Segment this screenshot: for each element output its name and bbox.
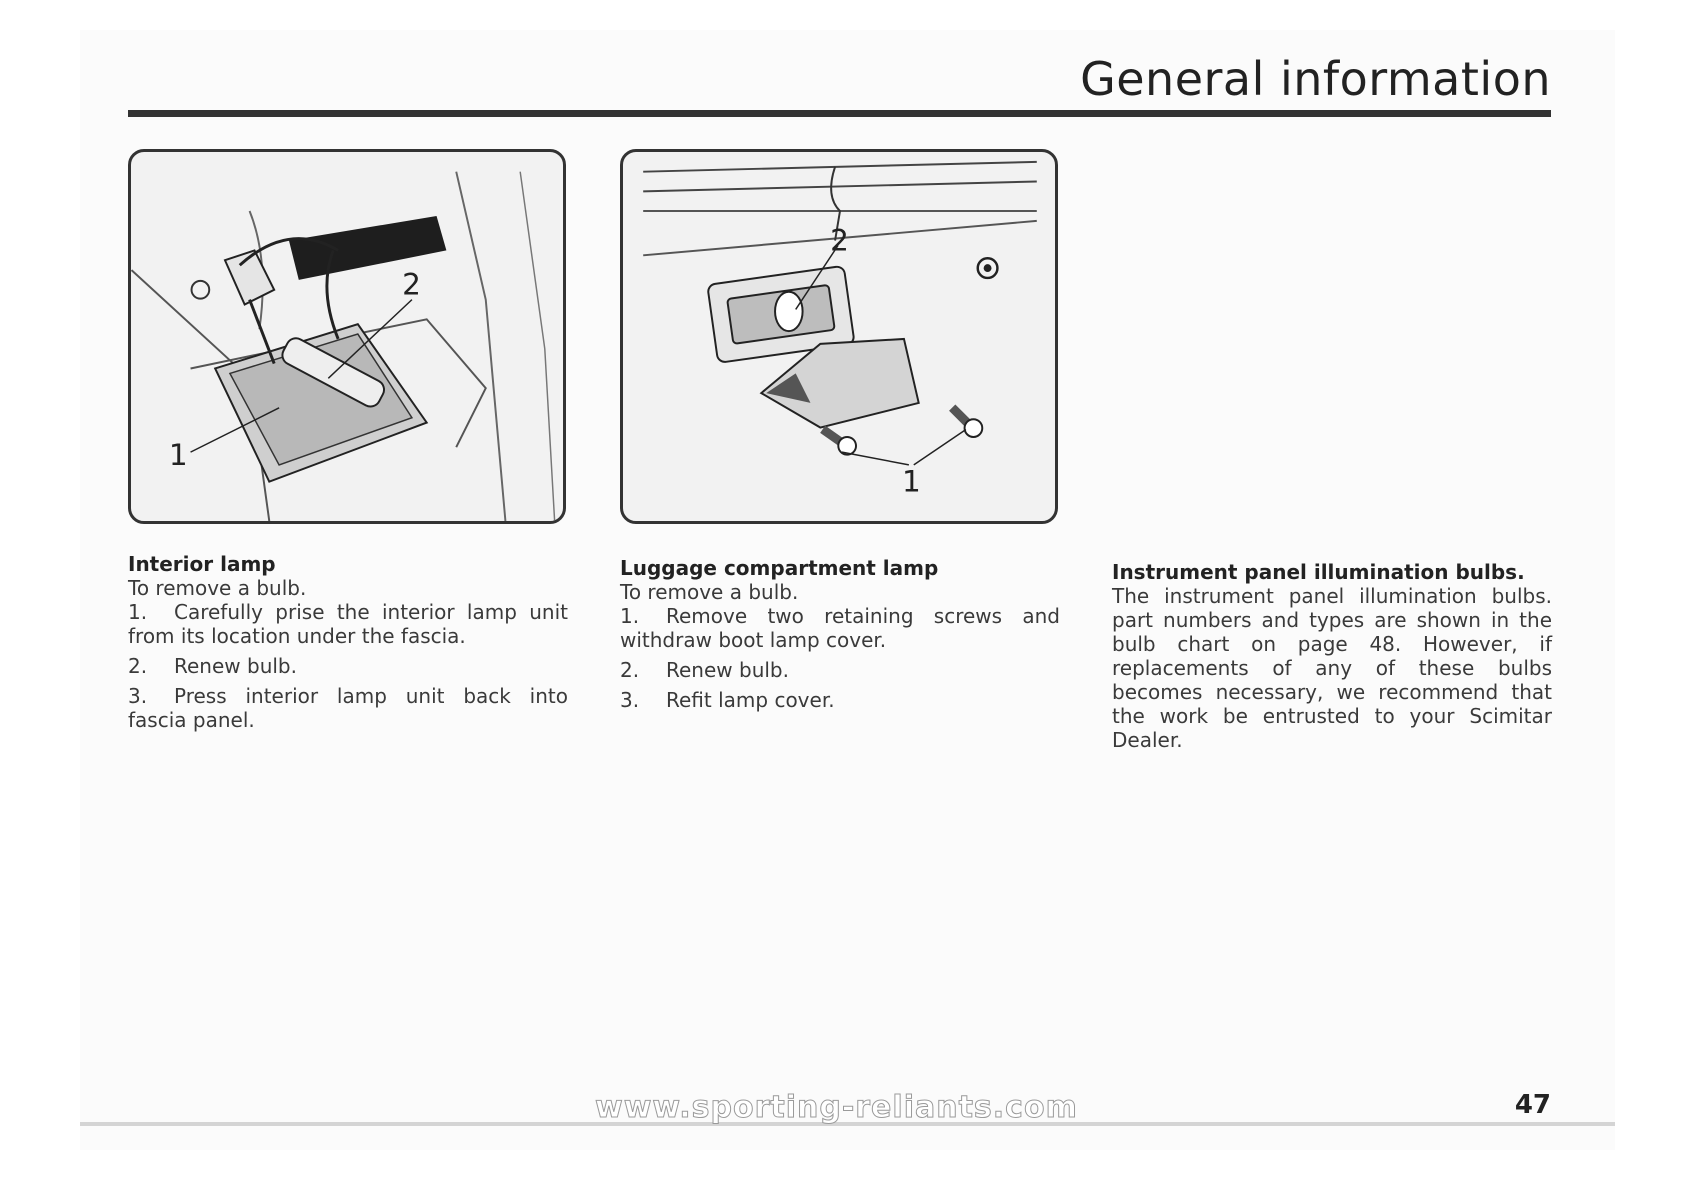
step-1: 1. Remove two retaining screws and withdraw boot lamp cover. [620,604,1060,652]
step-1: 1. Carefully prise the interior lamp unit from its location under the fascia. [128,600,568,648]
interior-lamp-section [128,552,568,732]
step-3: 3. Refit lamp cover. [620,688,835,712]
callout-1: 1 [901,464,921,499]
luggage-lamp-drawing [623,152,1055,521]
page-number: 47 [1514,1090,1551,1120]
header-rule [128,110,1551,117]
step-2: 2. Renew bulb. [620,658,789,682]
section-heading: Interior lamp [128,552,276,576]
callout-2: 2 [402,267,421,302]
watermark-link[interactable]: www.sporting-reliants.com [595,1090,1078,1125]
section-heading: Instrument panel illumination bulbs. [1112,560,1525,584]
section-intro: To remove a bulb. [620,580,799,604]
step-2: 2. Renew bulb. [128,654,297,678]
step-3: 3. Press interior lamp unit back into fascia panel. [128,684,568,732]
page-title: General information [1080,52,1551,106]
callout-1: 1 [168,437,188,472]
callout-2: 2 [830,223,849,258]
luggage-lamp-section [620,556,1060,712]
luggage-lamp-illustration [620,149,1058,524]
section-body: The instrument panel illumination bulbs. part numbers and types are shown in the bulb chart on page 48. However, if replacements of any of these bulbs becomes necessary, we recommend that the work be entrusted to your Scimitar Dealer. [1112,584,1552,752]
section-intro: To remove a bulb. [128,576,307,600]
interior-lamp-drawing [131,152,563,521]
interior-lamp-illustration [128,149,566,524]
section-heading: Luggage compartment lamp [620,556,939,580]
instrument-panel-section [1112,560,1552,752]
